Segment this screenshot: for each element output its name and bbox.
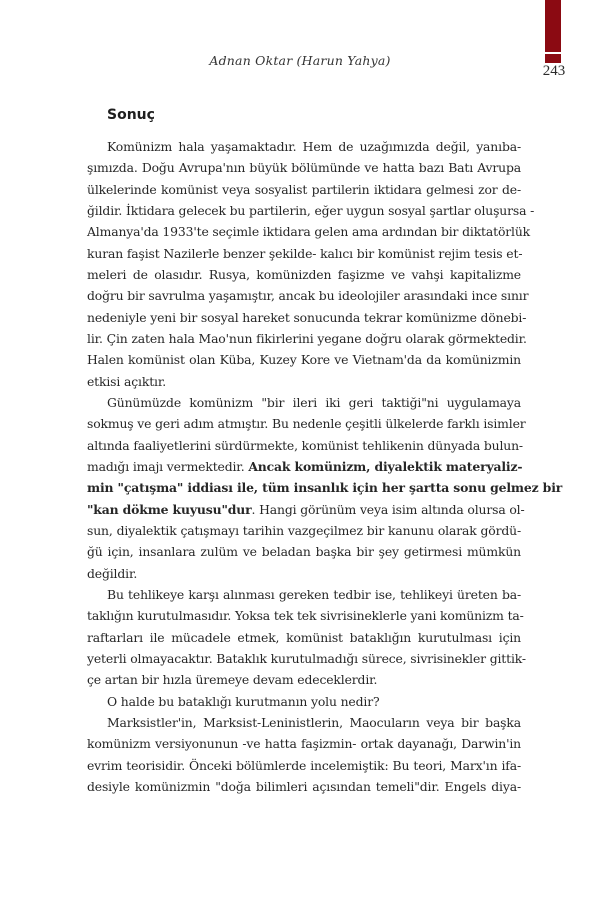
text-line (87, 584, 521, 605)
text-line (87, 776, 521, 797)
text-line-content: lir. Çin zaten hala Mao'nun fikirlerini yegane doğru olarak görmektedir. (87, 330, 527, 346)
text-line (87, 712, 521, 733)
text-line (87, 691, 521, 712)
text-line (87, 285, 529, 306)
text-line-content: madığı imajı vermektedir. (87, 458, 249, 474)
body-text (87, 136, 563, 797)
text-line (87, 435, 521, 456)
text-line (87, 392, 521, 413)
text-line-content: komünizm versiyonunun -ve hatta faşizmin- ortak dayanağı, Darwin'in (87, 736, 521, 752)
text-line-content: raftarları ile mücadele etmek, komünist bataklığın kurutulması için (87, 629, 521, 645)
text-line-content: meleri de olasıdır. Rusya, komünizden faşizme ve vahşi kapitalizme (87, 266, 521, 282)
text-line (87, 669, 521, 690)
text-line (87, 221, 531, 242)
text-line (87, 179, 521, 200)
text-line (87, 371, 521, 392)
emphasized-text: Ancak komünizm, diyalektik materyaliz- (248, 458, 523, 474)
page-number: 243 (542, 63, 566, 79)
text-line (87, 648, 526, 669)
text-line-content: Halen komünist olan Küba, Kuzey Kore ve Vietnam'da da komünizmin (87, 352, 521, 368)
text-line-content: desiyle komünizmin "doğa bilimleri açısından temeli"dir. Engels diya- (87, 778, 521, 794)
text-line-content: doğru bir savrulma yaşamıştır, ancak bu ideolojiler arasındaki ince sınır (87, 288, 529, 304)
text-line (87, 349, 521, 370)
text-line-content: ülkelerinde komünist veya sosyalist partilerin iktidara gelmesi zor de- (87, 181, 521, 197)
text-line-content: O halde bu bataklığı kurutmanın yolu nedir? (107, 693, 380, 709)
text-line-content: çe artan bir hızla üremeye devam edeceklerdir. (87, 672, 378, 688)
text-line (87, 499, 525, 520)
emphasized-text: min "çatışma" iddiası ile, tüm insanlık için her şartta sonu gelmez bir (87, 480, 563, 496)
text-line (87, 200, 535, 221)
text-line-content: ğü için, insanlara zulüm ve beladan başka bir şey getirmesi mümkün (87, 544, 521, 560)
section-heading: Sonuç (107, 107, 155, 123)
text-line-content: Günümüzde komünizm "bir ileri iki geri taktiği"ni uygulamaya (107, 394, 521, 410)
text-line (87, 413, 526, 434)
text-line-content: sun, diyalektik çatışmayı tarihin vazgeçilmez bir kanunu olarak gördü- (87, 522, 521, 538)
page-marker-bar-lower (545, 54, 561, 63)
text-line (87, 157, 521, 178)
text-line (87, 456, 521, 477)
text-line-content: kuran faşist Nazilerle benzer şekilde- kalıcı bir komünist rejim tesis et- (87, 245, 523, 261)
text-line (87, 477, 563, 498)
text-line-content: Komünizm hala yaşamaktadır. Hem de uzağımızda değil, yanıba- (107, 139, 521, 154)
text-line (87, 605, 524, 626)
text-line (87, 755, 521, 776)
text-line-content: taklığın kurutulmasıdır. Yoksa tek tek sivrisineklerle yani komünizm ta- (87, 608, 524, 624)
text-line (87, 733, 521, 754)
text-line (87, 264, 521, 285)
text-line (87, 563, 521, 584)
text-line-content: evrim teorisidir. Önceki bölümlerde incelemiştik: Bu teori, Marx'ın ifa- (87, 757, 521, 773)
text-line-content: yeterli olmayacaktır. Bataklık kurutulmadığı sürece, sivrisinekler gittik- (87, 650, 526, 666)
text-line-content: sokmuş ve geri adım atmıştır. Bu nedenle çeşitli ülkelerde farklı isimler (87, 416, 526, 432)
text-line-content: Bu tehlikeye karşı alınması gereken tedbir ise, tehlikeyi üreten ba- (107, 586, 521, 602)
text-line-content: şımızda. Doğu Avrupa'nın büyük bölümünde ve hatta bazı Batı Avrupa (87, 160, 521, 176)
text-line (87, 520, 521, 541)
text-line-content: altında faaliyetlerini sürdürmekte, komünist tehlikenin dünyada bulun- (87, 437, 523, 453)
text-line (87, 136, 521, 157)
page-marker-bar (545, 0, 561, 52)
text-line (87, 243, 521, 264)
text-line-content: nedeniyle yeni bir sosyal hareket sonucunda tekrar komünizme dönebi- (87, 309, 527, 325)
text-line (87, 541, 521, 562)
text-line-content: değildir. (87, 565, 138, 581)
text-line (87, 307, 527, 328)
text-line-content: . Hangi görünüm veya isim altında olursa ol- (251, 501, 525, 517)
text-line-content: Marksistler'in, Marksist-Leninistlerin, Maocuların veya bir başka (107, 714, 521, 730)
text-line (87, 627, 521, 648)
text-line-content: etkisi açıktır. (87, 373, 167, 389)
text-line-content: Almanya'da 1933'te seçimle iktidara gelen ama ardından bir diktatörlük (87, 224, 531, 240)
text-line-content: ğildir. İktidara gelecek bu partilerin, eğer uygun sosyal şartlar oluşursa - (87, 202, 535, 218)
emphasized-text: "kan dökme kuyusu"dur (87, 501, 252, 517)
text-line (87, 328, 527, 349)
running-header-title: Adnan Oktar (Harun Yahya) (209, 53, 391, 68)
